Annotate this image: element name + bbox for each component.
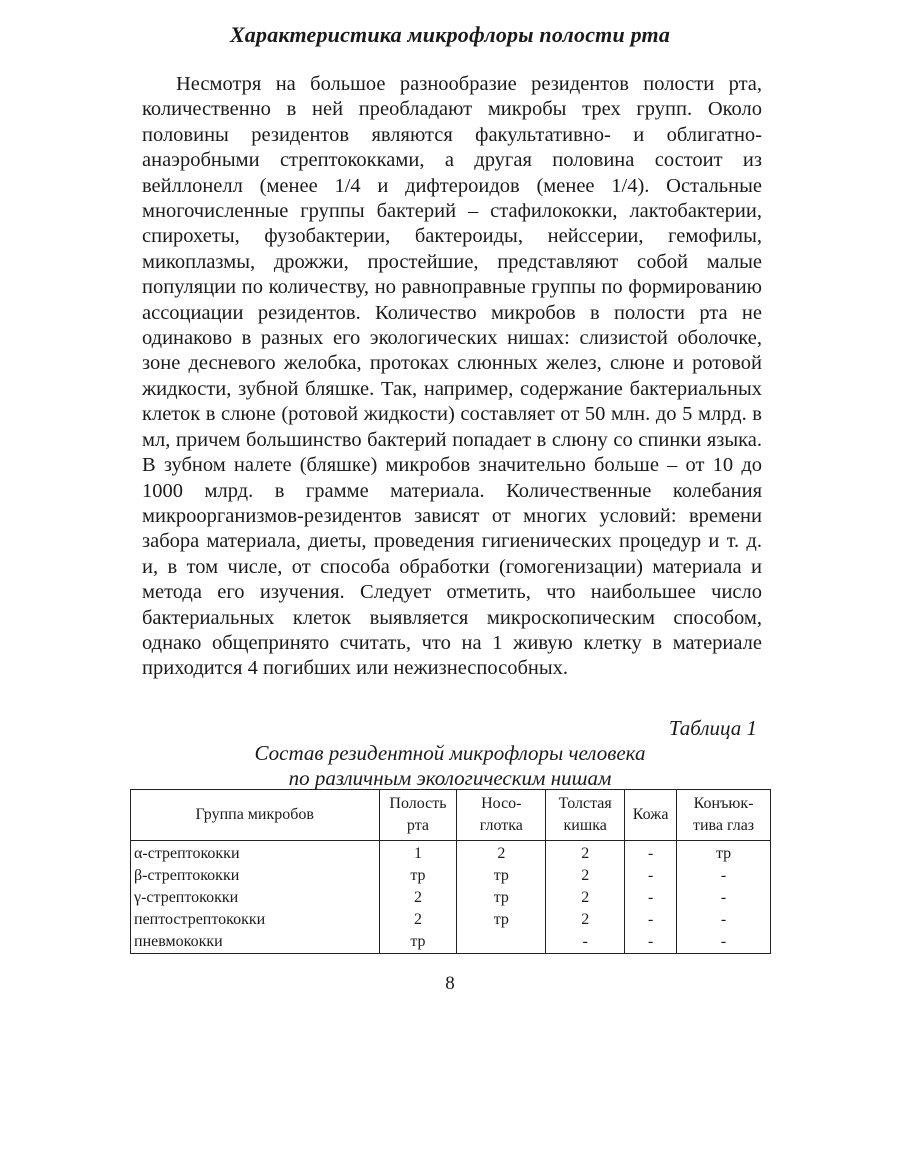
table-caption — [130, 741, 770, 791]
cell-oral: тр — [379, 931, 457, 954]
cell-skin: - — [625, 865, 677, 887]
table-row — [131, 841, 771, 866]
page-number: 8 — [445, 973, 455, 994]
cell-naso: тр — [457, 909, 546, 931]
cell-skin: - — [625, 909, 677, 931]
header-group: Группа микробов — [131, 790, 380, 841]
cell-naso: 2 — [457, 841, 546, 866]
header-conjunctiva: Конъюк- тива глаз — [677, 790, 771, 841]
cell-conj: - — [677, 865, 771, 887]
cell-skin: - — [625, 931, 677, 954]
cell-naso: тр — [457, 887, 546, 909]
cell-group: пневмококки — [131, 931, 380, 954]
cell-group: β-стрептококки — [131, 865, 380, 887]
cell-conj: - — [677, 909, 771, 931]
table-header-row — [131, 790, 771, 841]
table-caption-line-2: по различным экологическим нишам — [288, 766, 612, 790]
cell-oral: 2 — [379, 909, 457, 931]
cell-skin: - — [625, 887, 677, 909]
cell-group: γ-стрептококки — [131, 887, 380, 909]
table-caption-line-1: Состав резидентной микрофлоры человека — [254, 741, 646, 765]
cell-conj: - — [677, 887, 771, 909]
header-skin: Кожа — [625, 790, 677, 841]
cell-colon: 2 — [546, 909, 625, 931]
cell-group: α-стрептококки — [131, 841, 380, 866]
microflora-table — [130, 789, 771, 954]
cell-oral: 2 — [379, 887, 457, 909]
cell-oral: 1 — [379, 841, 457, 866]
table-row — [131, 865, 771, 887]
microflora-table-wrap — [130, 789, 771, 954]
cell-naso: тр — [457, 865, 546, 887]
cell-colon: 2 — [546, 887, 625, 909]
cell-colon: - — [546, 931, 625, 954]
header-colon: Толстая кишка — [546, 790, 625, 841]
cell-conj: - — [677, 931, 771, 954]
table-row — [131, 931, 771, 954]
running-header-title: Характеристика микрофлоры полости рта — [229, 22, 671, 47]
cell-group: пептострептококки — [131, 909, 380, 931]
header-nasopharynx: Носо- глотка — [457, 790, 546, 841]
table-label: Таблица 1 — [668, 716, 757, 740]
cell-colon: 2 — [546, 841, 625, 866]
cell-skin: - — [625, 841, 677, 866]
cell-colon: 2 — [546, 865, 625, 887]
table-row — [131, 909, 771, 931]
body-text — [142, 72, 762, 682]
header-oral-cavity: Полость рта — [379, 790, 457, 841]
table-row — [131, 887, 771, 909]
body-paragraph: Несмотря на большое разнообразие резидентов полости рта, количественно в ней преобладают микробы трех групп. Около половины резидентов являются факультативно- и облигатно-анаэробными стрептококками, а другая половина состоит из вейллонелл (менее 1/4 и дифтероидов (менее 1/4). Остальные многочисленные группы бактерий – стафилококки, лактобактерии, спирохеты, фузобактерии, бактероиды, нейссерии, гемофилы, микоплазмы, дрожжи, простейшие, представляют собой малые популяции по количеству, но равноправные группы по формированию ассоциации резидентов. Количество микробов в полости рта не одинаково в разных его экологических нишах: слизистой оболочке, зоне десневого желобка, протоках слюнных желез, слюне и ротовой жидкости, зубной бляшке. Так, например, содержание бактериальных клеток в слюне (ротовой жидкости) составляет от 50 млн. до 5 млрд. в мл, причем большинство бактерий попадает в слюну со спинки языка. В зубном налете (бляшке) микробов значительно больше – от 10 до 1000 млрд. в грамме материала. Количественные колебания микроорганизмов-резидентов зависят от многих условий: времени забора материала, диеты, проведения гигиенических процедур и т. д. и, в том числе, от способа обработки (гомогенизации) материала и метода его изучения. Следует отметить, что наибольшее число бактериальных клеток выявляется микроскопическим способом, однако общепринято считать, что на 1 живую клетку в материале приходится 4 погибших или нежизнеспособных. — [142, 73, 762, 680]
cell-oral: тр — [379, 865, 457, 887]
cell-naso — [457, 931, 546, 954]
cell-conj: тр — [677, 841, 771, 866]
